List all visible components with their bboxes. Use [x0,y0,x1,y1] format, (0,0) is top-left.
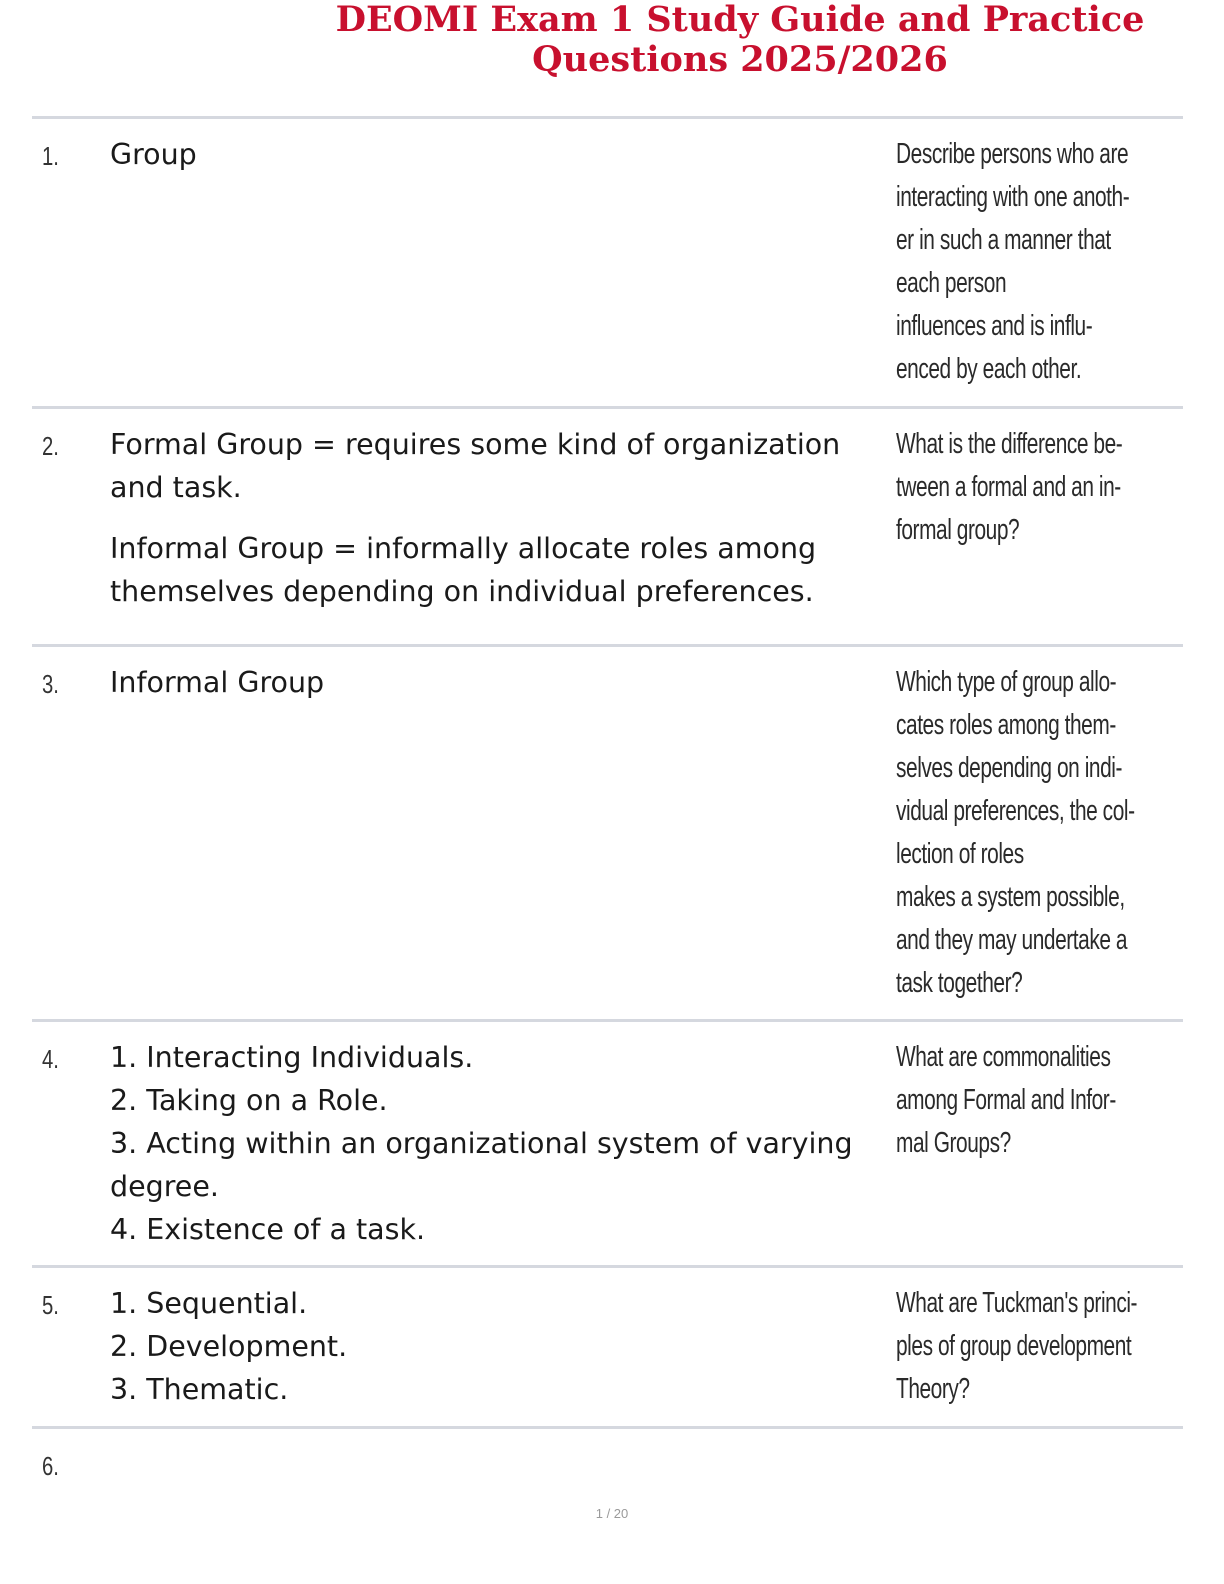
definition-line: lection of roles [896,838,1024,870]
term-text: Formal Group = requires some kind of organization and task. [110,428,841,504]
page-indicator: 1 / 20 [595,1506,629,1521]
term-text: Group [110,138,197,171]
definition-line: Theory? [896,1373,970,1405]
definition-line: formal group? [896,514,1020,546]
card-definition [896,1036,1177,1165]
card-term [110,661,880,704]
definition-line: Which type of group allo- [896,666,1117,698]
term-line: 3. Thematic. [110,1373,289,1406]
card-number: 3. [42,669,59,699]
flashcard-list [32,116,1183,1506]
document-title: DEOMI Exam 1 Study Guide and Practice Questions 2025/2026 [335,0,1145,80]
card-definition [896,661,1177,1005]
card-definition [896,133,1177,391]
definition-line: What are commonalities [896,1041,1111,1073]
definition-line: tween a formal and an in- [896,471,1121,503]
definition-line: mal Groups? [896,1127,1011,1159]
flashcard [32,1019,1183,1265]
definition-line: selves depending on indi- [896,752,1123,784]
term-line: 2. Development. [110,1330,348,1363]
term-text: Informal Group = informally allocate roles among themselves depending on individual preferences. [110,532,817,608]
definition-line: makes a system possible, [896,881,1125,913]
definition-line: and they may undertake a [896,924,1128,956]
card-number: 2. [42,431,59,461]
term-line: 1. Sequential. [110,1287,308,1320]
card-definition [896,1282,1177,1411]
card-term [110,1282,880,1411]
card-term [110,133,880,176]
flashcard [32,1426,1183,1506]
card-term [110,1036,880,1251]
term-line: 2. Taking on a Role. [110,1084,388,1117]
card-term [110,423,880,613]
card-number: 6. [42,1451,59,1481]
definition-line: each person [896,267,1007,299]
flashcard [32,644,1183,1019]
term-text: Informal Group [110,666,325,699]
flashcard [32,1265,1183,1426]
card-number: 1. [42,141,59,171]
term-line: 3. Acting within an organizational system of varying degree. [110,1127,853,1203]
card-number: 5. [42,1290,59,1320]
definition-line: Describe persons who are [896,138,1129,170]
definition-line: task together? [896,967,1023,999]
definition-line: influences and is influ- [896,310,1093,342]
term-line: 1. Interacting Individuals. [110,1041,474,1074]
card-definition [896,423,1177,552]
term-line: 4. Existence of a task. [110,1213,426,1246]
definition-line: enced by each other. [896,353,1082,385]
definition-line: er in such a manner that [896,224,1111,256]
definition-line: cates roles among them- [896,709,1116,741]
definition-line: vidual preferences, the col- [896,795,1135,827]
definition-line: What is the difference be- [896,428,1123,460]
definition-line: What are Tuckman's princi- [896,1287,1138,1319]
definition-line: ples of group development [896,1330,1132,1362]
definition-line: interacting with one anoth- [896,181,1130,213]
flashcard [32,406,1183,644]
definition-line: among Formal and Infor- [896,1084,1116,1116]
card-number: 4. [42,1044,59,1074]
flashcard [32,116,1183,406]
